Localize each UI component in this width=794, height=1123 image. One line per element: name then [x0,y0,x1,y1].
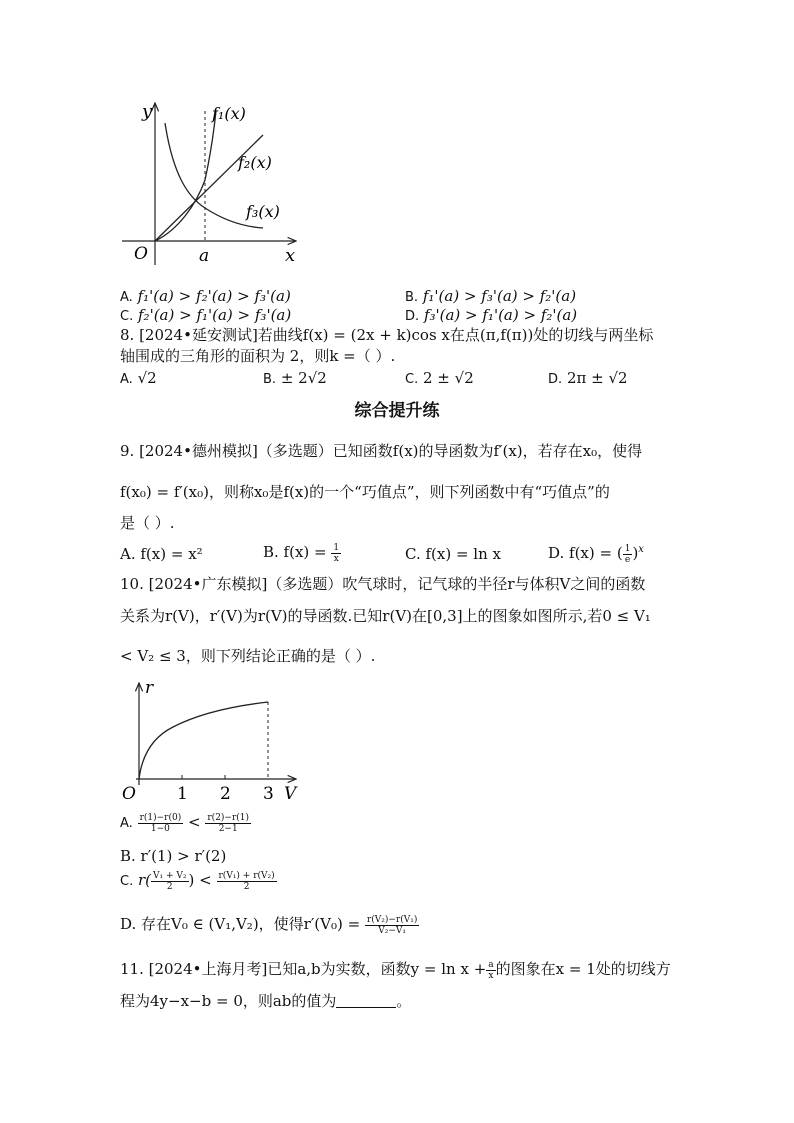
option-letter: B. [263,372,277,387]
exponent: x [638,544,644,555]
option-text: ± 2√2 [280,369,327,387]
q9-line3: 是（ ）. [120,514,175,532]
option-text: √2 [137,369,157,387]
q10-line3: < V₂ ≤ 3，则下列结论正确的是（ ）. [120,647,376,665]
fraction [217,871,277,892]
x-axis-label: x [285,245,296,266]
fraction [486,960,495,981]
q8-option-b[interactable] [263,368,327,390]
figure-1-graph [118,95,308,270]
operator: < [188,813,201,831]
numerator: 1 [333,542,340,553]
q11-line1 [120,959,671,981]
q10-line2: 关系为r(V)，r′(V)为r(V)的导函数.已知r(V)在[0,3]上的图象如图所示,若0 ≤ V₁ [120,607,651,625]
answer-blank[interactable] [336,1007,396,1008]
fraction [365,915,419,936]
option-letter: D. [405,309,420,324]
option-text: f₁'(a) > f₃'(a) > f₂'(a) [422,287,577,305]
option-text: f₃'(a) > f₁'(a) > f₂'(a) [423,306,578,324]
section-title: 综合提升练 [354,401,440,421]
q10-line1: 10. [2024•广东模拟]（多选题）吹气球时，记气球的半径r与体积V之间的函数 [120,575,646,593]
q10-option-a[interactable] [120,812,251,834]
q8-option-c[interactable] [405,368,474,390]
option-letter: C. [120,874,134,889]
q9-option-b[interactable] [263,542,341,564]
numerator: r(V₂)−r(V₁) [366,914,418,925]
option-text: 2 ± √2 [423,369,474,387]
option-letter: C. [405,372,419,387]
tick-label-3: 3 [263,784,274,804]
V-axis-label: V [284,784,297,804]
r-axis-label: r [145,678,154,698]
denominator: V₂−V₁ [378,925,406,936]
q11-text: 的图象在x = 1处的切线方 [495,960,671,978]
fraction [138,813,184,834]
numerator: r(2)−r(1) [207,812,250,823]
option-text: D. f(x) = ( [548,544,623,562]
option-text: 2π ± √2 [566,369,628,387]
f1-label: f₁(x) [212,104,246,123]
curve-r [139,702,268,779]
fraction [623,544,633,565]
q8-option-d[interactable] [548,368,628,390]
q11-line2 [120,991,411,1011]
option-letter: B. [405,290,419,305]
q7-option-d[interactable] [405,305,577,327]
q8-option-a[interactable] [120,368,157,390]
tick-label-1: 1 [177,784,188,804]
option-text: B. f(x) = [263,543,332,561]
fraction [151,871,188,892]
f3-label: f₃(x) [246,202,280,221]
option-text: f₁'(a) > f₂'(a) > f₃'(a) [137,287,291,305]
denominator: 2−1 [218,823,238,834]
q9-line1: 9. [2024•德州模拟]（多选题）已知函数f(x)的导函数为f′(x)，若存在x₀，使得 [120,442,643,460]
operator: ) < [188,871,212,889]
option-text: r( [138,871,152,889]
paren: ) [632,544,639,562]
numerator: V₁ + V₂ [153,870,187,881]
q7-option-c[interactable] [120,305,291,327]
numerator: r(1)−r(0) [139,812,182,823]
a-label: a [199,246,210,266]
fraction [205,813,251,834]
option-text: D. 存在V₀ ∈ (V₁,V₂)，使得r′(V₀) = [120,915,361,933]
option-letter: C. [120,309,134,324]
option-letter: A. [120,290,133,305]
tick-label-2: 2 [220,784,231,804]
origin-label: O [134,244,148,264]
denominator: 2 [166,881,173,892]
q10-option-d[interactable] [120,914,419,936]
q9-line2: f(x₀) = f′(x₀)，则称x₀是f(x)的一个“巧值点”，则下列函数中有“巧值点”的 [120,483,610,501]
numerator: r(V₁) + r(V₂) [218,870,275,881]
q9-option-c[interactable]: C. f(x) = ln x [405,545,501,563]
origin-label: O [122,784,136,804]
curve-f1 [155,111,216,241]
denominator: x [488,970,494,981]
fraction [331,543,341,564]
figure-2-graph [118,675,308,810]
q10-option-b[interactable]: B. r′(1) > r′(2) [120,847,227,865]
q11-text: 程为4y−x−b = 0，则ab的值为 [120,992,337,1010]
q8-line2: 轴围成的三角形的面积为 2，则k =（ ）. [120,347,396,365]
y-axis-label: y [142,101,153,122]
q9-option-d[interactable] [548,540,644,565]
q11-text: 。 [396,992,412,1010]
q8-line1: 8. [2024•延安测试]若曲线f(x) = (2x + k)cos x在点(π,f(π))处的切线与两坐标 [120,326,654,344]
q10-option-c[interactable] [120,870,277,892]
q9-option-a[interactable]: A. f(x) = x² [120,545,203,563]
f2-label: f₂(x) [238,153,272,172]
denominator: x [333,553,339,564]
option-text: f₂'(a) > f₁'(a) > f₃'(a) [138,306,292,324]
denominator: e [624,554,631,565]
option-letter: D. [548,372,563,387]
option-letter: A. [120,372,133,387]
numerator: a [488,959,494,970]
numerator: 1 [624,543,631,554]
denominator: 2 [243,881,250,892]
denominator: 1−0 [150,823,170,834]
option-letter: A. [120,816,133,831]
q11-text: 11. [2024•上海月考]已知a,b为实数，函数y = ln x + [120,960,487,978]
